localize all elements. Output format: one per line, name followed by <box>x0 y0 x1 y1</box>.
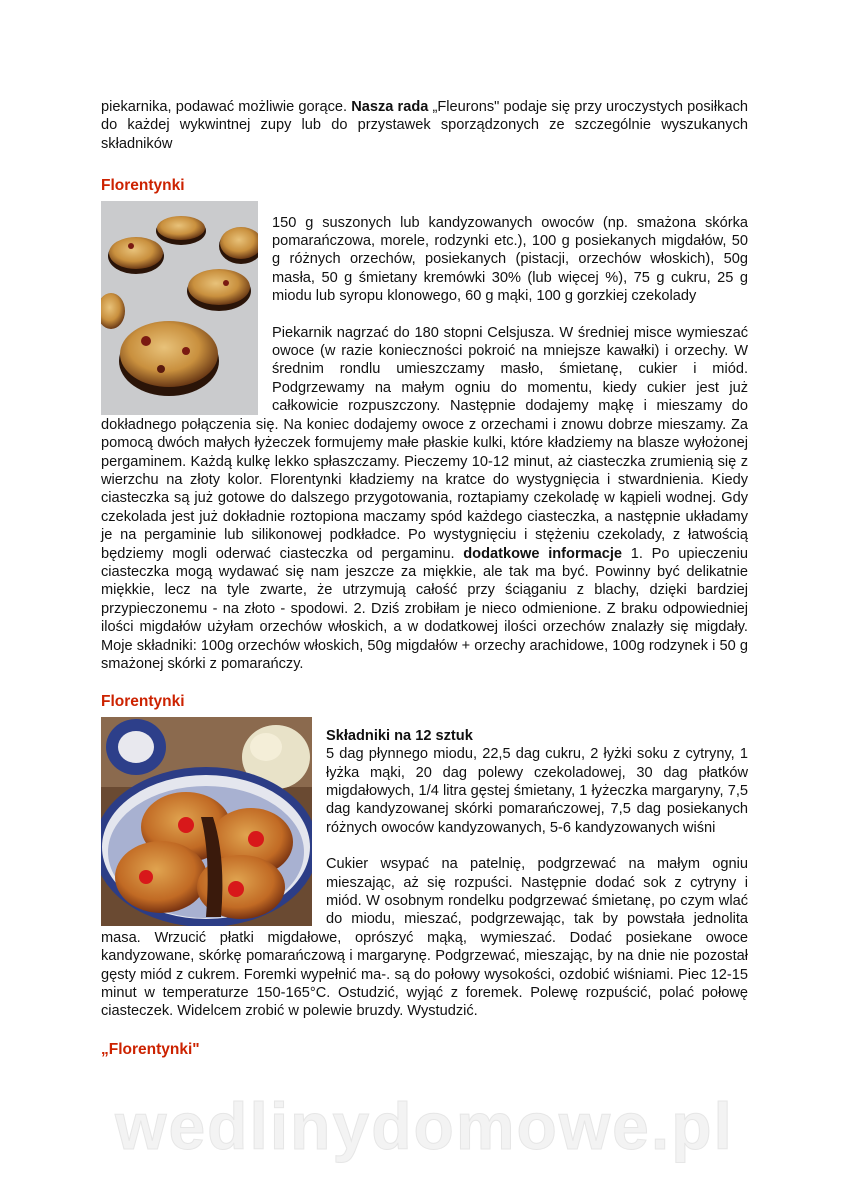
recipe-2-subtitle: Składniki na 12 sztuk <box>326 727 473 744</box>
recipe-2-body <box>101 717 748 1021</box>
recipe-1-method: Piekarnik nagrzać do 180 stopni Celsjusza. W średniej misce wymieszać owoce (w razie konieczności pokroić na mniejsze kawałki) i orzechy. W średnim rondlu umieszczamy masło, śmietanę, cukier i miód. Podgrzewamy na małym ogniu do momentu, kiedy cukier jest już całkowicie rozpuszczony. Następnie dodajemy mąkę i mieszamy do dokładnego połączenia się. Na koniec dodajemy owoce z orzechami i znowu dobrze mieszamy. Za pomocą dwóch małych łyżeczek formujemy małe płaskie kulki, które kładziemy na blasze wyłożonej pergaminem. Każdą kulkę lekko spłaszczamy. Pieczemy 10-12 minut, aż ciasteczka zrumienią się z wierzchu na złoty kolor. Florentynki kładziemy na kratce do wystygnięcia i stwardnienia. Kiedy ciasteczka są już gotowe do dalszego przygotowania, roztapiamy czekoladę w kąpieli wodnej. Gdy czekolada jest już dokładnie roztopiona maczamy spód każdego ciasteczka, a następnie układamy je na pergaminie lub silikonowej podkładce. Po wystygnięciu i stężeniu czekolady, z łatwością będziemy mogli oderwać ciasteczka od pergaminu. dodatkowe informacje 1. Po upieczeniu ciasteczka mogą wydawać się nam jeszcze za miękkie, ale tak ma być. Powinny być delikatnie miękkie, lecz na tyle zwarte, że utrzymują całość przy ściąganiu z blachy, dzięki bardziej przypieczonemu - na złoto - spodowi. 2. Dziś zrobiłam je nieco odmienione. Z braku odpowiedniej ilości migdałów użyłam orzechów włoskich, a w dodatkowej ilości orzechów znalazły się migdały. Moje składniki: 100g orzechów włoskich, 50g migdałów + orzechy arachidowe, 100g rodzynek i 50 g smażonej skórki z pomarańczy. <box>101 324 749 672</box>
florentine-cookies-photo <box>101 201 258 415</box>
florentine-cakes-photo <box>101 717 312 926</box>
intro-paragraph: piekarnika, podawać możliwie gorące. Nasza rada „Fleurons" podaje się przy uroczystych posiłkach do każdej wykwintnej zupy lub do przystawek sporządzonych ze szczególnie wyszukanych składników <box>101 99 748 152</box>
tip-label: Nasza rada <box>351 99 429 115</box>
recipe-2-title: Florentynki <box>101 693 185 711</box>
recipe-3-title: „Florentynki" <box>101 1040 200 1058</box>
recipe-1-title: Florentynki <box>101 177 185 195</box>
recipe-1-body <box>101 201 748 674</box>
additional-info-label: dodatkowe informacje <box>463 545 623 562</box>
recipe-2-method: Cukier wsypać na patelnię, podgrzewać na małym ogniu mieszając, aż się rozpuści. Następnie dodać sok z cytryny i miód. W osobnym rondelku podgrzewać śmietanę, po czym wlać do miodu, mieszać, podgrzewając, tak by powstała jednolita masa. Wrzucić płatki migdałowe, oprószyć mąką, wymieszać. Dodać posiekane owoce kandyzowane, skórkę pomarańczową i margarynę. Podgrzewać, mieszając, by na dnie nie pozostał gęsty miód z cukrem. Foremki wypełnić ma-. są do połowy wysokości, ozdobić wiśniami. Piec 12-15 minut w temperaturze 150-165°C. Ostudzić, wyjąć z foremek. Polewę rozpuścić, polać połowę ciasteczek. Widelcem zrobić w polewie bruzdy. Wystudzić. <box>101 856 748 1020</box>
watermark: wedlinydomowe.pl <box>115 1089 734 1163</box>
recipe-1-ingredients: 150 g suszonych lub kandyzowanych owoców (np. smażona skórka pomarańczowa, morele, rodzynki etc.), 100 g posiekanych migdałów, 50 g różnych orzechów, posiekanych (pistacji, orzechów włoskich), 50g masła, 50 g śmietany kremówki 30% (lub więcej %), 75 g cukru, 25 g miodu lub syropu klonowego, 60 g mąki, 100 g gorzkiej czekolady <box>272 214 748 305</box>
recipe-2-ingredients: 5 dag płynnego miodu, 22,5 dag cukru, 2 łyżki soku z cytryny, 1 łyżka mąki, 20 dag polewy czekoladowej, 30 dag płatków migdałowych, 1/4 litra gęstej śmietany, 1 łyżeczka margaryny, 7,5 dag kandyzowanej skórki pomarańczowej, 7,5 dag posiekanych różnych owoców kandyzowanych, 5-6 kandyzowanych wiśni <box>326 746 748 836</box>
document-page <box>101 98 748 1059</box>
